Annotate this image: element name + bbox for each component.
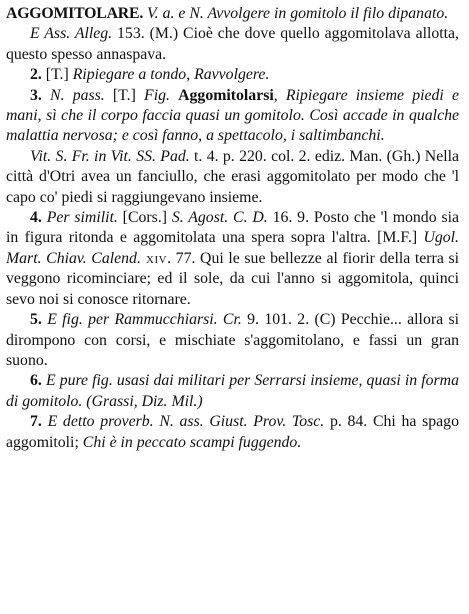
sense-definition: E detto proverb. N. ass. Giust. Prov. Tosc. [41, 413, 325, 431]
entry-headword: AGGOMITOLARE. [6, 5, 144, 22]
sense-5 [6, 310, 459, 371]
sense-6 [6, 371, 459, 412]
citation-source: E Ass. Alleg. [30, 25, 113, 43]
sense-number: 5. [30, 311, 42, 329]
sense-4 [6, 208, 459, 310]
sense-tag: [T.] [104, 86, 145, 104]
sense-label: Fig. [144, 86, 179, 104]
entry-paragraph-headword [6, 4, 459, 24]
sense-number: 7. [30, 413, 42, 431]
citation-text: 16. 9. Posto che 'l mondo sia in figura ritonda e aggomitolata una spera sopra l'altra. [M.F.] [6, 209, 459, 247]
citation-roman-numeral: xiv [140, 249, 168, 267]
citation-text: p. 84. Chi ha spago aggomitoli; [6, 413, 459, 451]
sense-grammar: Per similit. [41, 209, 118, 227]
sense-subheadword: Aggomitolarsi [178, 86, 274, 104]
sense-number: 6. [30, 372, 42, 390]
sense-tag: [Cors.] [117, 209, 172, 227]
citation-source: Vit. S. Fr. in Vit. SS. Pad. [30, 147, 190, 165]
entry-definition: V. a. e N. Avvolgere in gomitolo il filo dipanato. [143, 5, 449, 22]
sense-number: 4. [30, 209, 42, 227]
entry-paragraph-citation-vit [6, 147, 459, 208]
sense-grammar: N. pass. [41, 86, 105, 104]
sense-7 [6, 412, 459, 453]
citation-text: 153. (M.) Cioè che dove quello aggomitolava allotta, questo spesso annaspava. [6, 25, 459, 63]
citation-text: 9. 101. 2. (C) Pecchie... allora si dirompono con corsi, e mischiate s'aggomitolano, e fassi un gran suono. [6, 311, 459, 369]
sense-3 [6, 86, 459, 147]
sense-tag: [T.] [41, 66, 73, 84]
citation-source: S. Agost. C. D. [171, 209, 268, 227]
entry-paragraph-citation-alleg [6, 24, 459, 65]
sense-2 [6, 65, 459, 85]
sense-definition: Ripiegare a tondo, Ravvolgere. [72, 66, 270, 84]
citation-source: Ugol. Mart. Chiav. Calend. [6, 229, 459, 267]
citation-text: . 77. Qui le sue bellezze al fiorir della terra si veggono ricominciare; ed il sole, da cui l'anno si aggomitola, quinci sevo noi si conosce ritornare. [6, 249, 459, 308]
citation-text: t. 4. p. 220. col. 2. ediz. Man. (Gh.) Nella città d'Otri avea un fanciullo, che erasi aggomitolato per modo che 'l capo co' piedi si raggiungevano insieme. [6, 147, 459, 206]
sense-number: 3. [30, 86, 42, 104]
sense-definition: , Ripiegare insieme piedi e mani, sì che il corpo faccia quasi un gomitolo. Così accade in qualche malattia nervosa; e così fanno, a spettacolo, i saltimbanchi. [6, 86, 459, 145]
sense-definition: E pure fig. usasi dai militari per Serrarsi insieme, quasi in forma di gomitolo. (Grassi, Diz. Mil.) [6, 372, 459, 410]
sense-definition: E fig. per Rammucchiarsi. Cr. [41, 311, 242, 329]
sense-number: 2. [30, 66, 42, 84]
proverb-text: Chi è in peccato scampi fuggendo. [82, 433, 302, 451]
